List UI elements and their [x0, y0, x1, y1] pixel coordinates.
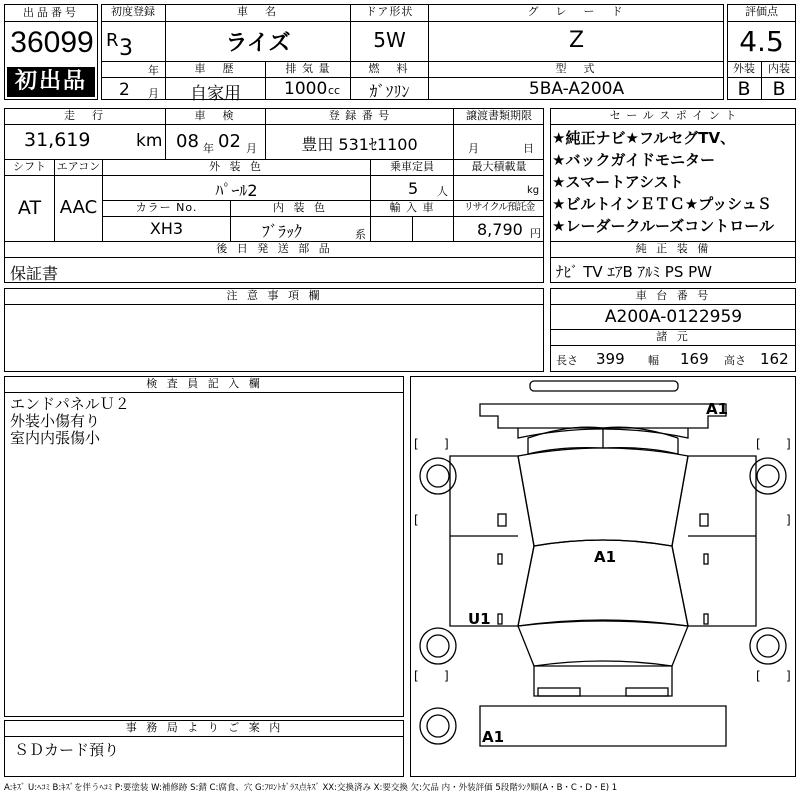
caution-label: 注 意 事 項 欄 [226, 289, 323, 302]
inspection-year-unit: 年 [203, 142, 214, 155]
plate-value: 豊田 531ｾ1100 [301, 135, 418, 154]
ac-label: エアコン [56, 160, 101, 173]
era: R [106, 30, 119, 51]
reg-year: 3 [119, 36, 133, 61]
history-label: 車 歴 [194, 62, 237, 75]
inspection-month: 02 [218, 131, 241, 152]
later-parts-value: 保証書 [10, 264, 59, 283]
lot-number: 36099 [10, 26, 94, 59]
interior-color-value: ﾌﾞﾗｯｸ [262, 222, 303, 241]
car-name: ライズ [225, 31, 291, 56]
inspector-note: 外装小傷有り [10, 412, 101, 430]
model-value: 5BA-A200A [528, 79, 625, 99]
displacement-value: 1000 [284, 79, 328, 99]
legend: A:ｷｽﾞ U:ﾍｺﾐ B:ｷｽﾞを伴うﾍｺﾐ P:要塗装 W:補修跡 S:錆 C:腐食、穴 G:ﾌﾛﾝﾄｶﾞﾗｽ点ｷｽﾞ XX:交換済み X:要交換 欠:欠品 内・外装評価 5段階ﾗﾝｸ順(A・B・C・D・E) 1 [4, 783, 618, 793]
lot-box [4, 4, 98, 100]
inspector-note: 室内内張傷小 [10, 429, 101, 447]
import-label: 輸 入 車 [389, 201, 435, 214]
displacement-unit: cc [328, 84, 341, 97]
capacity-unit: 人 [437, 185, 448, 198]
recycle-unit: 円 [530, 227, 541, 240]
door-value: 5W [373, 28, 406, 52]
inspection-year: 08 [176, 131, 199, 152]
diagram-bracket: [ [756, 437, 761, 451]
interior-color-suffix: 系 [355, 228, 366, 241]
damage-mark: A1 [482, 728, 505, 746]
sales-point: ★バックガイドモニター [552, 151, 715, 169]
displacement-label: 排 気 量 [285, 62, 331, 75]
chassis-label: 車 台 番 号 [635, 289, 712, 302]
lot-label: 出品番号 [5, 5, 97, 22]
width-label: 幅 [648, 354, 659, 367]
load-unit: kg [527, 185, 540, 196]
mileage-label: 走 行 [64, 109, 106, 122]
equipment-label: 純 正 装 備 [635, 242, 712, 255]
door-label: ドア形状 [365, 5, 414, 18]
diagram-bracket: [ [414, 513, 419, 527]
transfer-day-unit: 日 [523, 142, 534, 155]
dims-label: 諸 元 [656, 330, 691, 343]
sales-point: ★スマートアシスト [552, 173, 684, 191]
sales-point: ★レーダークルーズコントロール [552, 217, 774, 235]
diagram-bracket: ] [786, 513, 791, 527]
diagram-bracket: [ [414, 437, 419, 451]
damage-mark: A1 [594, 548, 617, 566]
chassis-value: A200A-0122959 [604, 307, 743, 327]
recycle-label: リサイクル預託金 [463, 202, 535, 213]
car-diagram [410, 376, 796, 777]
reg-month: 2 [119, 80, 130, 100]
diagram-bracket: ] [444, 669, 449, 683]
height-label: 高さ [724, 354, 746, 367]
equipment-value: ﾅﾋﾞ TV ｴｱB ｱﾙﾐ PS PW [556, 263, 712, 281]
fuel-label: 燃 料 [368, 62, 411, 75]
grade-value: Z [568, 28, 585, 53]
month-unit: 月 [148, 87, 159, 100]
color-value: ﾊﾟｰﾙ2 [215, 181, 258, 200]
transfer-month-unit: 月 [468, 142, 479, 155]
inspector-note: エンドパネルＵ２ [10, 395, 130, 413]
fuel-value: ｶﾞｿﾘﾝ [369, 82, 410, 101]
interior-color-label: 内 装 色 [273, 201, 328, 214]
diagram-bracket: [ [756, 669, 761, 683]
year-unit: 年 [148, 64, 159, 77]
diagram-bracket: ] [444, 437, 449, 451]
plate-label: 登 録 番 号 [328, 109, 391, 122]
load-label: 最大積載量 [471, 160, 527, 173]
damage-mark: U1 [468, 610, 491, 628]
mileage-unit: km [136, 131, 163, 151]
capacity-value: 5 [408, 179, 419, 198]
shift-value: AT [17, 197, 42, 219]
diagram-bracket: ] [786, 437, 791, 451]
inspection-label: 車 検 [194, 109, 237, 122]
office-label: 事 務 局 よ り ご 案 内 [125, 721, 284, 734]
ac-value: AAC [59, 197, 98, 218]
reg-label: 初度登録 [111, 5, 155, 18]
diagram-bracket: ] [786, 669, 791, 683]
sales-point: ★純正ナビ★フルセグTV、 [552, 129, 736, 147]
name-label: 車 名 [237, 5, 279, 18]
sales-point: ★ビルトインＥＴＣ★プッシュＳ [552, 195, 772, 213]
transfer-label: 譲渡書類期限 [466, 109, 532, 122]
interior-value: B [772, 78, 786, 100]
width-value: 169 [680, 350, 709, 368]
color-label: 外 装 色 [209, 160, 264, 173]
height-value: 162 [760, 350, 789, 368]
sales-label: セ ー ル ス ポ イ ン ト [609, 109, 738, 122]
length-label: 長さ [556, 354, 578, 367]
interior-label: 内装 [768, 62, 790, 75]
score-label: 評価点 [745, 5, 778, 18]
later-parts-label: 後 日 発 送 部 品 [216, 242, 333, 255]
office-note: ＳＤカード預り [14, 741, 120, 759]
exterior-label: 外装 [733, 62, 755, 75]
inspector-label: 検 査 員 記 入 欄 [146, 377, 263, 390]
color-no-value: XH3 [149, 219, 184, 238]
damage-mark: A1 [706, 400, 729, 418]
capacity-label: 乗車定員 [390, 160, 434, 173]
score-value: 4.5 [739, 25, 784, 58]
color-no-label: カラー No. [135, 201, 198, 214]
model-label: 型 式 [555, 62, 598, 75]
diagram-bracket: [ [414, 669, 419, 683]
history-value: 自家用 [190, 84, 241, 104]
mileage-value: 31,619 [24, 129, 91, 151]
recycle-value: 8,790 [477, 220, 523, 239]
inspection-month-unit: 月 [246, 142, 257, 155]
inspector-notes [10, 396, 130, 447]
first-listing-badge: 初出品 [7, 67, 95, 97]
length-value: 399 [596, 350, 625, 368]
exterior-value: B [737, 78, 751, 100]
grade-label: グ レ ー ド [527, 5, 626, 18]
shift-label: シフト [13, 160, 46, 173]
sales-list [552, 127, 796, 237]
